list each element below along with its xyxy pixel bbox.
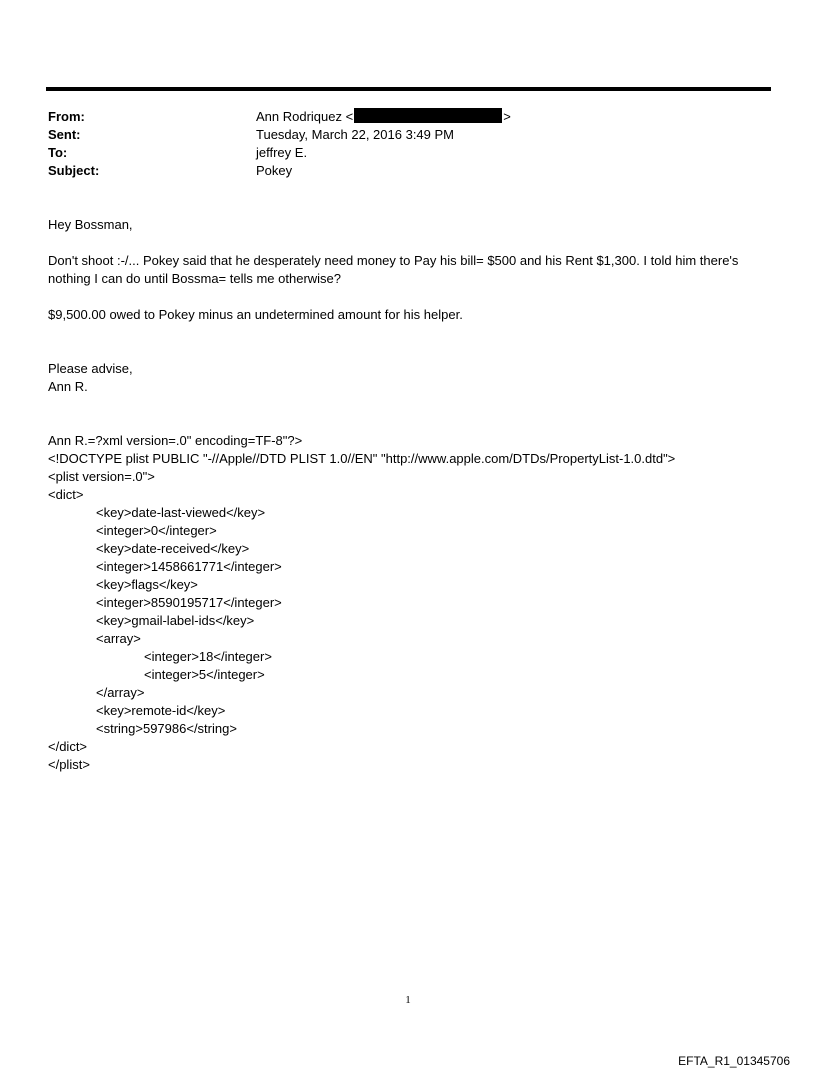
xml-line: <key>date-last-viewed</key>: [96, 505, 266, 520]
to-row: [48, 144, 511, 162]
xml-line: <plist version=.0">: [48, 469, 155, 484]
xml-line: <integer>1458661771</integer>: [96, 559, 282, 574]
header-rule: [46, 87, 771, 91]
to-label: To:: [48, 145, 68, 160]
greeting: Hey Bossman,: [48, 217, 133, 232]
xml-line: Ann R.=?xml version=.0" encoding=TF-8"?>: [48, 433, 303, 448]
paragraph-1: [48, 252, 778, 288]
subject-label: Subject:: [48, 163, 100, 178]
xml-line: <dict>: [48, 487, 84, 502]
redaction-block: [354, 108, 502, 123]
from-label: From:: [48, 109, 85, 124]
subject-row: [48, 162, 511, 180]
email-header: [48, 108, 511, 180]
sent-label: Sent:: [48, 127, 81, 142]
xml-block: [48, 432, 778, 774]
closing: Please advise,: [48, 361, 133, 376]
page-number: 1: [405, 994, 411, 1006]
xml-line: <integer>0</integer>: [96, 523, 217, 538]
paragraph-2: $9,500.00 owed to Pokey minus an undetermined amount for his helper.: [48, 307, 463, 322]
subject-value: Pokey: [256, 163, 293, 178]
xml-line: <integer>8590195717</integer>: [96, 595, 282, 610]
xml-line: </plist>: [48, 757, 90, 772]
xml-line: <array>: [96, 631, 141, 646]
sent-value: Tuesday, March 22, 2016 3:49 PM: [256, 127, 454, 142]
from-close: >: [503, 109, 511, 124]
xml-line: <string>597986</string>: [96, 721, 237, 736]
xml-line: </array>: [96, 685, 145, 700]
xml-line: <integer>18</integer>: [144, 649, 272, 664]
xml-line: <key>gmail-label-ids</key>: [96, 613, 255, 628]
xml-line: <key>date-received</key>: [96, 541, 250, 556]
from-value: [256, 108, 511, 126]
xml-line: <!DOCTYPE plist PUBLIC "-//Apple//DTD PLIST 1.0//EN" "http://www.apple.com/DTDs/PropertyList-1.0.dtd">: [48, 451, 676, 466]
from-name: Ann Rodriquez <: [256, 109, 354, 124]
xml-line: </dict>: [48, 739, 88, 754]
from-row: [48, 108, 511, 126]
xml-line: <integer>5</integer>: [144, 667, 265, 682]
xml-line: <key>remote-id</key>: [96, 703, 226, 718]
sent-row: [48, 126, 511, 144]
xml-line: <key>flags</key>: [96, 577, 198, 592]
bates-number: EFTA_R1_01345706: [678, 1054, 790, 1068]
signature: Ann R.: [48, 379, 88, 394]
to-value: jeffrey E.: [256, 145, 308, 160]
paragraph-1-line-1: Don't shoot :-/... Pokey said that he desperately need money to Pay his bill= $500 and his Rent $1,300. I told him there's: [48, 253, 739, 268]
paragraph-1-line-2: nothing I can do until Bossma= tells me otherwise?: [48, 271, 342, 286]
